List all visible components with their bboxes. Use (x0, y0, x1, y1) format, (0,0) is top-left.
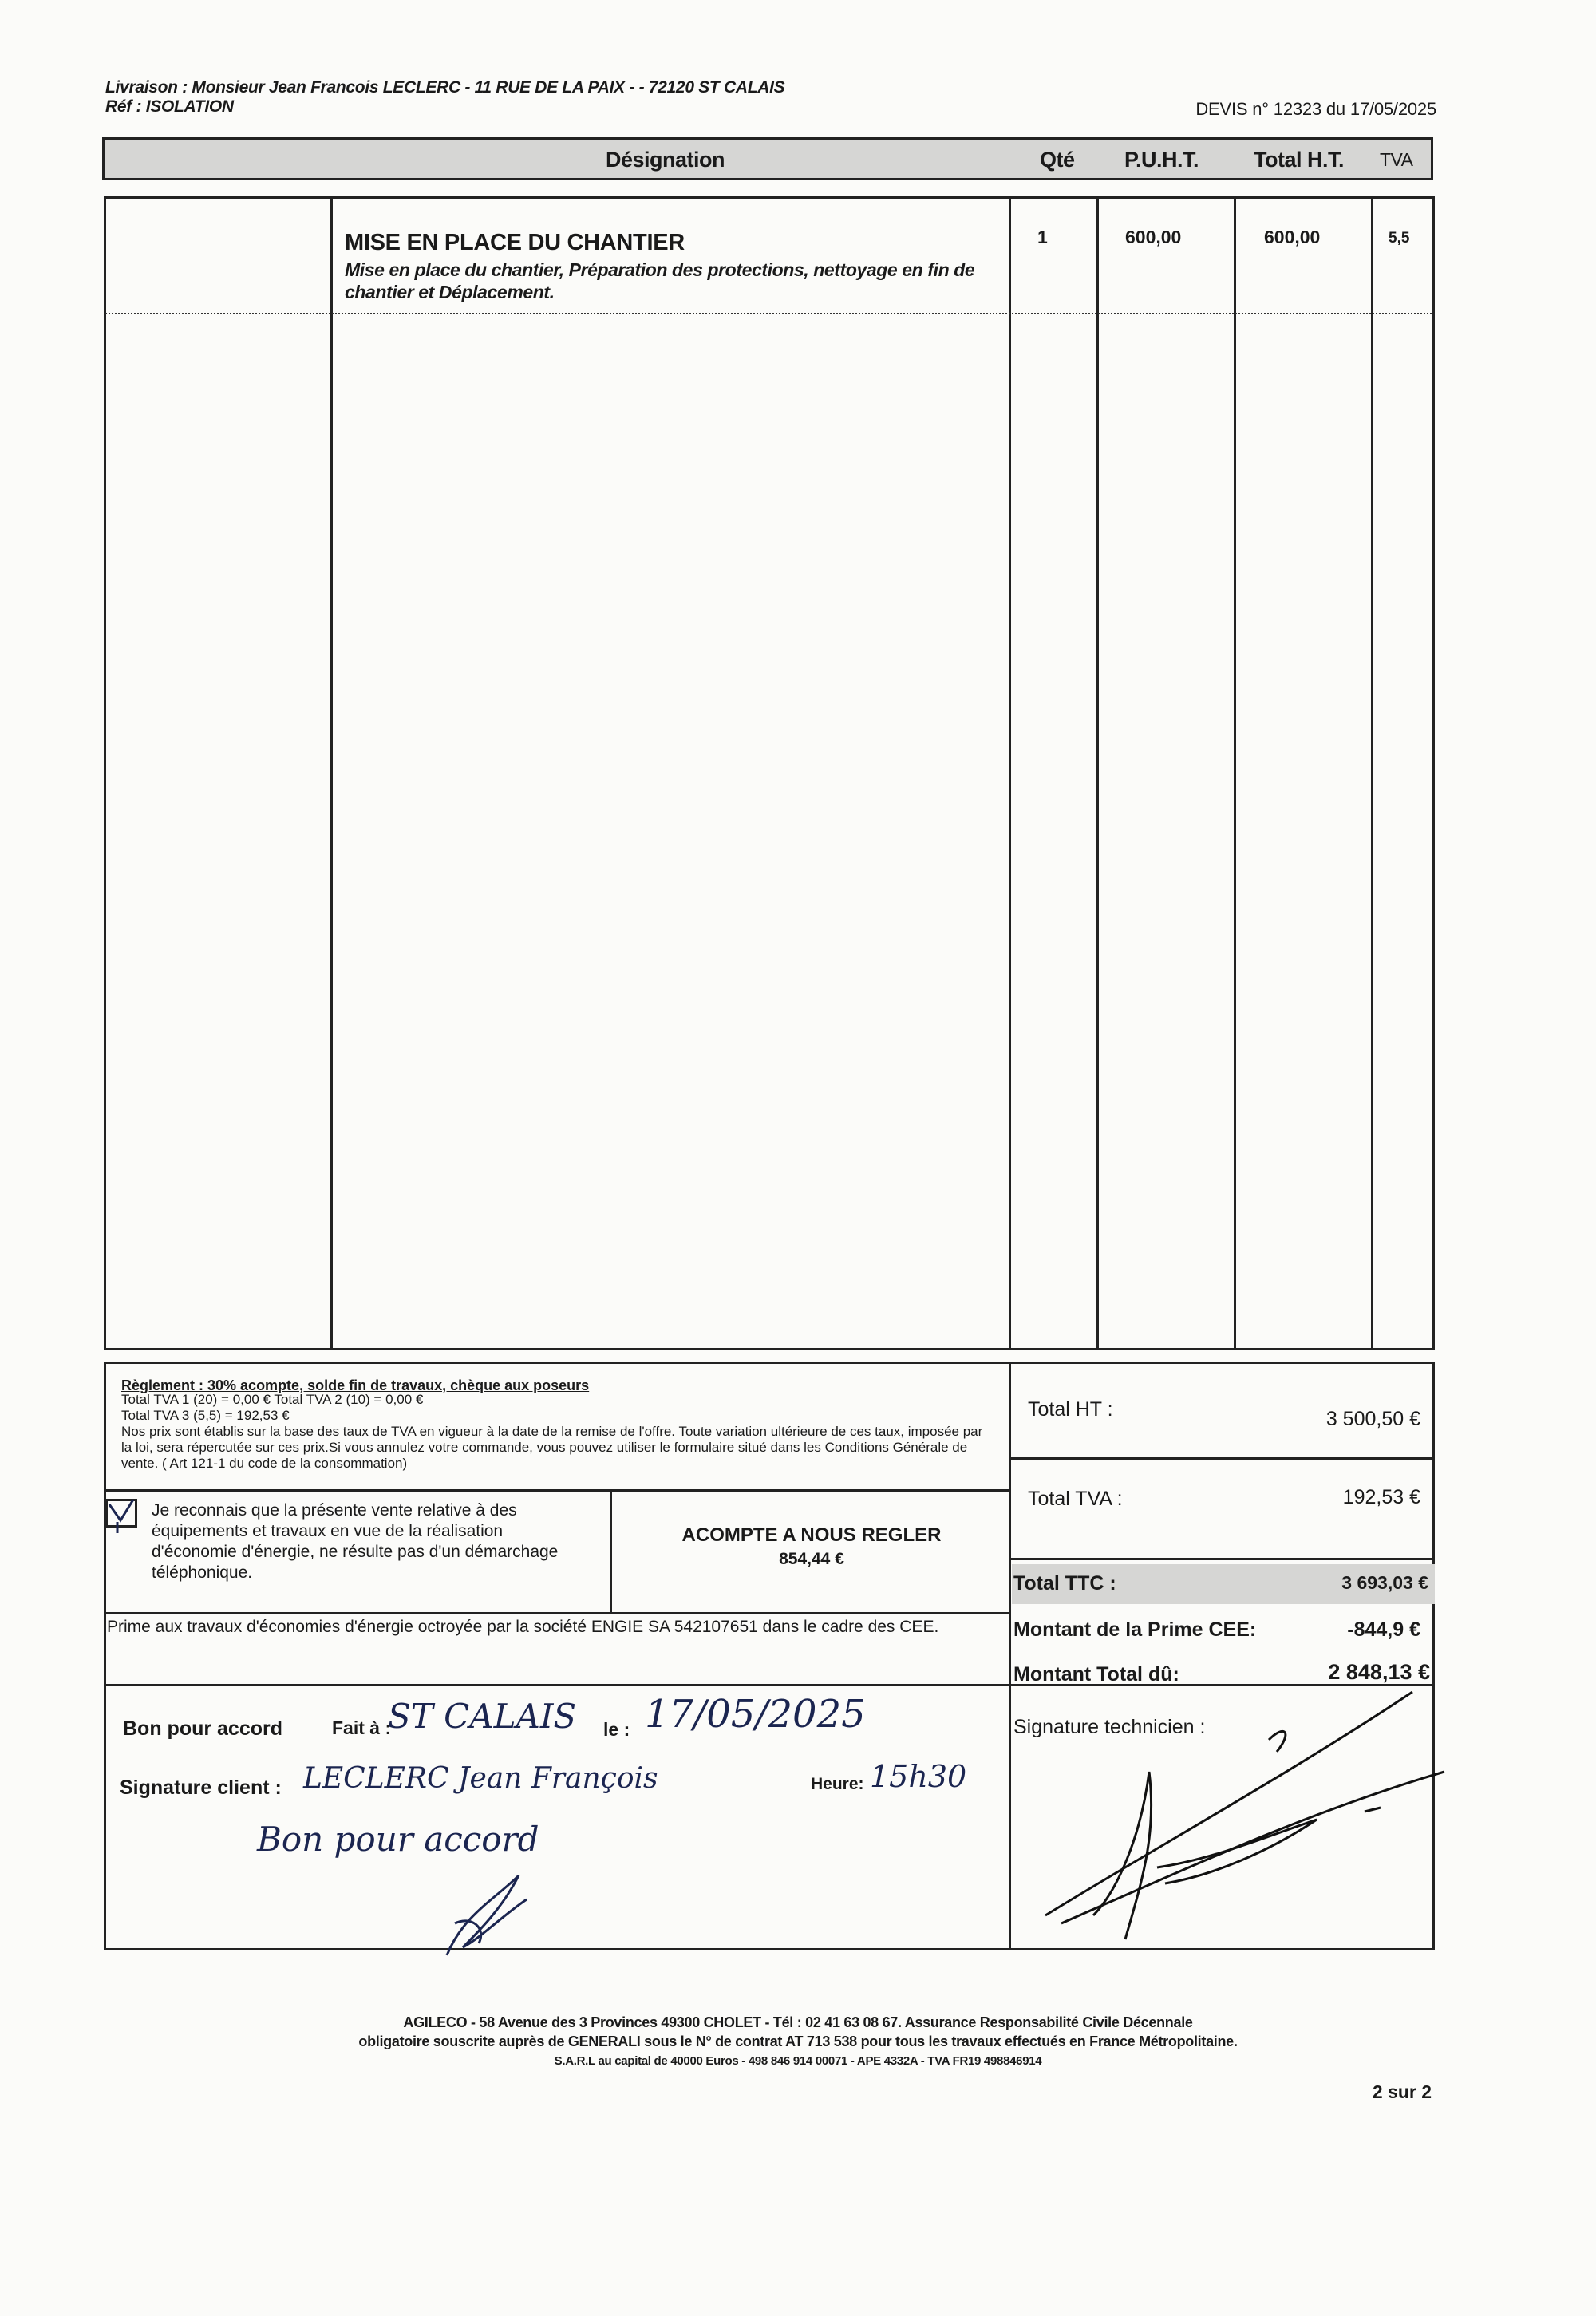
technician-signature-scribble (1029, 1676, 1476, 1947)
fait-a-value[interactable]: ST CALAIS (388, 1697, 577, 1736)
legal-notice: Nos prix sont établis sur la base des taux de TVA en vigueur à la date de la remise de l'offre. Toute variation ultérieure de ces taux, imposée par la loi, sera répercutée sur ces prix.Si vous annulez votre commande, vous pouvez utiliser le formulaire situé dans les Conditions Générale de vente. ( Art 121-1 du code de la consommation) (121, 1424, 983, 1471)
total-due-label: Montant Total dû: (1013, 1663, 1179, 1686)
page-number: 2 sur 2 (1372, 2081, 1432, 2102)
time-value[interactable]: 15h30 (870, 1759, 967, 1794)
row-separator (105, 313, 1432, 314)
total-tva-label: Total TVA : (1028, 1488, 1123, 1510)
tva-breakdown-2: Total TVA 3 (5,5) = 192,53 € (121, 1408, 290, 1423)
client-signature-scribble (431, 1867, 543, 1963)
total-ht-label: Total HT : (1028, 1398, 1113, 1421)
col-designation: Désignation (606, 148, 725, 172)
deposit-label: ACOMPTE A NOUS REGLER (681, 1524, 942, 1546)
col-divider (1371, 196, 1373, 1350)
item-title: MISE EN PLACE DU CHANTIER (345, 230, 685, 255)
divider (1009, 1457, 1435, 1460)
cee-prime-text: Prime aux travaux d'économies d'énergie octroyée par la société ENGIE SA 542107651 dans le cadre des CEE. (107, 1618, 939, 1636)
quote-number: DEVIS n° 12323 du 17/05/2025 (1195, 99, 1436, 119)
footer-line-3: S.A.R.L au capital de 40000 Euros - 498 846 914 00071 - APE 4332A - TVA FR19 498846914 (554, 2054, 1042, 2068)
total-ttc-label: Total TTC : (1013, 1572, 1116, 1595)
declaration-text: Je reconnais que la présente vente relative à des équipements et travaux en vue de la réalisation d'économie d'énergie, ne résulte pas d'un démarchage téléphonique. (152, 1501, 559, 1582)
client-name-handwritten[interactable]: LECLERC Jean François (303, 1762, 658, 1795)
checkmark-icon (106, 1498, 138, 1533)
date-value[interactable]: 17/05/2025 (645, 1692, 866, 1737)
total-ttc-value: 3 693,03 € (1341, 1572, 1428, 1593)
handwritten-agreement: Bon pour accord (257, 1820, 539, 1859)
summary-divider (1009, 1362, 1011, 1950)
prime-cee-label: Montant de la Prime CEE: (1013, 1618, 1257, 1641)
col-puht: P.U.H.T. (1124, 148, 1199, 172)
total-ht-value: 3 500,50 € (1325, 1408, 1420, 1430)
technician-signature-label: Signature technicien : (1013, 1716, 1206, 1738)
date-label: le : (603, 1719, 630, 1740)
col-divider (1234, 196, 1236, 1350)
declaration-checkbox[interactable] (105, 1499, 137, 1528)
divider (1009, 1558, 1435, 1560)
deposit-value: 854,44 € (779, 1550, 844, 1568)
col-divider (1096, 196, 1099, 1350)
footer-line-1: AGILECO - 58 Avenue des 3 Provinces 49300 CHOLET - Tél : 02 41 63 08 67. Assurance Responsabilité Civile Décennale (403, 2014, 1193, 2030)
total-tva-value: 192,53 € (1342, 1486, 1420, 1508)
total-due-value: 2 848,13 € (1328, 1660, 1430, 1684)
item-total-ht: 600,00 (1264, 227, 1321, 247)
col-tva: TVA (1380, 149, 1413, 170)
prime-cee-value: -844,9 € (1347, 1618, 1420, 1641)
table-header (102, 137, 1433, 180)
divider (104, 1612, 1010, 1614)
bon-pour-accord-label: Bon pour accord (123, 1717, 283, 1740)
tva-breakdown-1: Total TVA 1 (20) = 0,00 € Total TVA 2 (10) = 0,00 € (121, 1392, 424, 1407)
fait-a-label: Fait à : (332, 1717, 392, 1738)
item-tva: 5,5 (1389, 230, 1410, 247)
divider (104, 1489, 1010, 1492)
col-qte: Qté (1040, 148, 1075, 172)
footer-line-2: obligatoire souscrite auprès de GENERALI sous le N° de contrat AT 713 538 pour tous les travaux effectués en France Métropolitaine. (358, 2033, 1238, 2049)
divider (610, 1489, 612, 1614)
col-divider (1009, 196, 1011, 1350)
col-divider (330, 196, 333, 1350)
item-description: Mise en place du chantier, Préparation des protections, nettoyage en fin de chantier et Déplacement. (345, 259, 975, 302)
item-qte: 1 (1037, 227, 1048, 247)
client-signature-label: Signature client : (120, 1777, 282, 1799)
reference: Réf : ISOLATION (105, 97, 234, 116)
delivery-address: Livraison : Monsieur Jean Francois LECLERC - 11 RUE DE LA PAIX - - 72120 ST CALAIS (105, 78, 785, 97)
item-puht: 600,00 (1125, 227, 1182, 247)
time-label: Heure: (811, 1775, 864, 1793)
col-total-ht: Total H.T. (1254, 148, 1344, 172)
payment-terms: Règlement : 30% acompte, solde fin de travaux, chèque aux poseurs (121, 1377, 590, 1393)
